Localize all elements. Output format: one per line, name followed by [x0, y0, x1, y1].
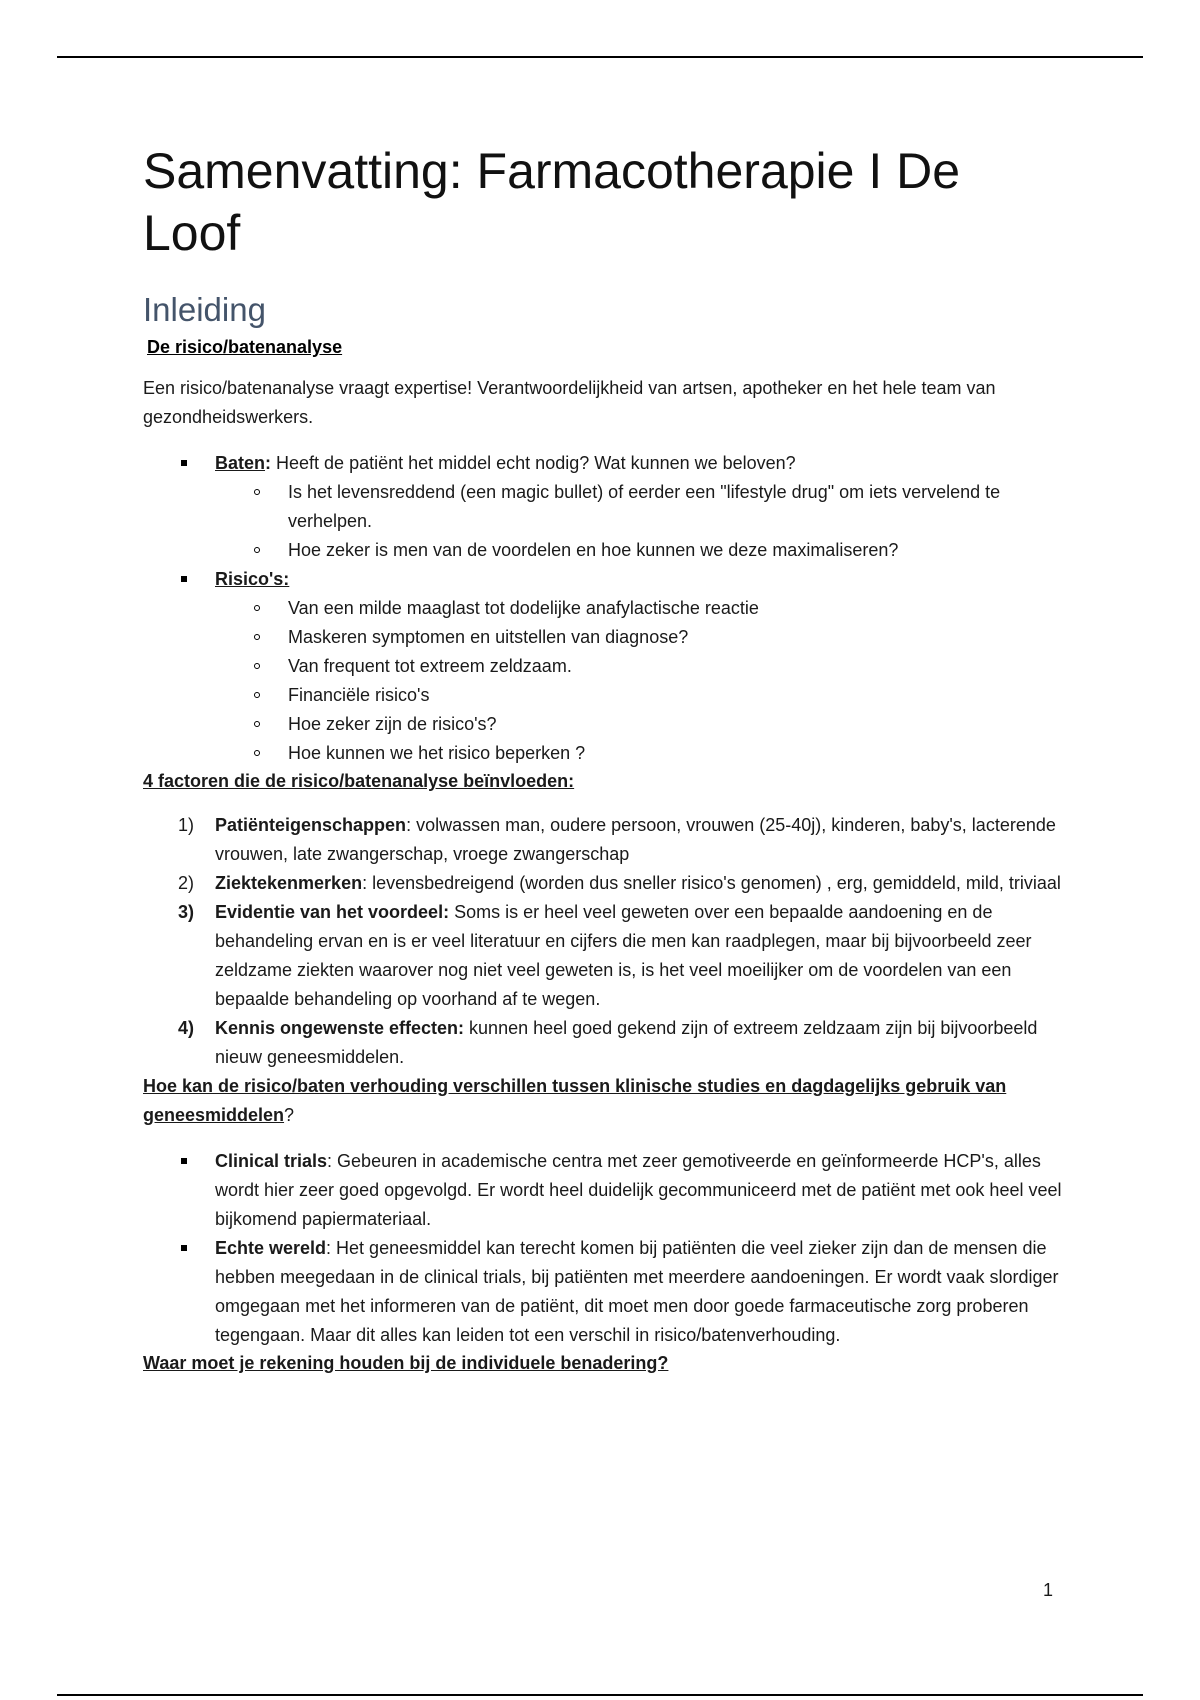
circle-bullet-icon	[254, 605, 260, 611]
sub-item-text: Hoe zeker zijn de risico's?	[288, 714, 497, 734]
item-separator: :	[265, 453, 272, 473]
section-subheading: De risico/batenanalyse	[147, 337, 343, 357]
sub-list	[215, 594, 1063, 768]
sub-list-item	[288, 478, 1063, 536]
factor-item	[178, 811, 1063, 869]
factor-label: Ziektekenmerken	[215, 873, 363, 893]
circle-bullet-icon	[254, 663, 260, 669]
square-bullet-icon	[181, 1245, 187, 1251]
sub-item-text: Hoe zeker is men van de voordelen en hoe kunnen we deze maximaliseren?	[288, 540, 899, 560]
square-bullet-icon	[181, 1158, 187, 1164]
sub-list-item	[288, 594, 1063, 623]
comparison-heading	[143, 1072, 1063, 1130]
factor-label: Patiënteigenschappen	[215, 815, 407, 835]
comparison-label: Echte wereld	[215, 1238, 327, 1258]
sub-list-item	[288, 710, 1063, 739]
comparison-item	[215, 1147, 1063, 1234]
circle-bullet-icon	[254, 634, 260, 640]
factor-label: Evidentie van het voordeel:	[215, 902, 450, 922]
circle-bullet-icon	[254, 750, 260, 756]
footer-rule	[57, 1694, 1143, 1696]
sub-item-text: Van frequent tot extreem zeldzaam.	[288, 656, 572, 676]
sub-item-text: Financiële risico's	[288, 685, 430, 705]
factor-item	[178, 1014, 1063, 1072]
comparison-text: : Gebeuren in academische centra met zeer gemotiveerde en geïnformeerde HCP's, alles wordt hier zeer goed opgevolgd. Er wordt heel duidelijk gecommuniceerd met de patiënt met ook heel veel bijkomend papiermateriaal.	[215, 1151, 1062, 1229]
factor-text: : volwassen man, oudere persoon, vrouwen (25-40j), kinderen, baby's, lacterende vrouwen, late zwangerschap, vroege zwangerschap	[215, 815, 1056, 864]
page-number: 1	[1043, 1580, 1054, 1600]
factor-item	[178, 869, 1063, 898]
circle-bullet-icon	[254, 547, 260, 553]
circle-bullet-icon	[254, 721, 260, 727]
factor-text: Soms is er heel veel geweten over een bepaalde aandoening en de behandeling ervan en is er veel literatuur en cijfers die men kan raadplegen, maar bij bijvoorbeeld zeer zeldzame ziekten waarover nog niet veel geweten is, is het veel moeilijker om de voordelen van een bepaalde behandeling op voorhand af te wegen.	[215, 902, 1032, 1009]
comparison-item	[215, 1234, 1063, 1350]
sub-list	[215, 478, 1063, 565]
comparison-heading-text: Hoe kan de risico/baten verhouding verschillen tussen klinische studies en dagdagelijks gebruik van geneesmiddelen	[143, 1076, 1007, 1125]
square-bullet-icon	[181, 460, 187, 466]
sub-item-text: Is het levensreddend (een magic bullet) of eerder een "lifestyle drug" om iets vervelend te verhelpen.	[288, 482, 1001, 531]
factor-number: 2)	[178, 873, 195, 893]
sub-list-item	[288, 623, 1063, 652]
factor-item	[178, 898, 1063, 1014]
factor-number: 4)	[178, 1018, 195, 1038]
factors-list	[143, 811, 1063, 1072]
comparison-list	[143, 1147, 1063, 1350]
circle-bullet-icon	[254, 489, 260, 495]
factor-label: Kennis ongewenste effecten:	[215, 1018, 465, 1038]
sub-list-item	[288, 536, 1063, 565]
sub-list-item	[288, 681, 1063, 710]
sub-item-text: Hoe kunnen we het risico beperken ?	[288, 743, 586, 763]
list-item-risicos	[215, 565, 1063, 768]
page-content	[143, 140, 1063, 1376]
document-title: Samenvatting: Farmacotherapie I De Loof	[143, 143, 961, 261]
baten-risico-list	[143, 449, 1063, 768]
item-label: Risico's:	[215, 569, 290, 589]
sub-list-item	[288, 652, 1063, 681]
comparison-label: Clinical trials	[215, 1151, 328, 1171]
circle-bullet-icon	[254, 692, 260, 698]
sub-item-text: Van een milde maaglast tot dodelijke anafylactische reactie	[288, 598, 759, 618]
square-bullet-icon	[181, 576, 187, 582]
item-text: Heeft de patiënt het middel echt nodig? Wat kunnen we beloven?	[271, 453, 796, 473]
intro-paragraph: Een risico/batenanalyse vraagt expertise! Verantwoordelijkheid van artsen, apotheker en het hele team van gezondheidswerkers.	[143, 378, 996, 427]
section-heading: Inleiding	[143, 291, 266, 328]
header-rule	[57, 56, 1143, 58]
list-item-baten	[215, 449, 1063, 565]
final-heading: Waar moet je rekening houden bij de individuele benadering?	[143, 1353, 669, 1373]
factor-number: 3)	[178, 902, 195, 922]
sub-list-item	[288, 739, 1063, 768]
sub-item-text: Maskeren symptomen en uitstellen van diagnose?	[288, 627, 689, 647]
comparison-text: : Het geneesmiddel kan terecht komen bij patiënten die veel zieker zijn dan de mensen die hebben meegedaan in de clinical trials, bij patiënten met meerdere aandoeningen. Er wordt vaak slordiger omgegaan met het informeren van de patiënt, dit moet men door goede farmaceutische zorg proberen tegengaan. Maar dit alles kan leiden tot een verschil in risico/batenverhouding.	[215, 1238, 1059, 1345]
factor-number: 1)	[178, 815, 195, 835]
item-label: Baten	[215, 453, 266, 473]
factor-text: : levensbedreigend (worden dus sneller risico's genomen) , erg, gemiddeld, mild, triviaal	[362, 873, 1061, 893]
factor-text: kunnen heel goed gekend zijn of extreem zeldzaam zijn bij bijvoorbeeld nieuw geneesmiddelen.	[215, 1018, 1038, 1067]
comparison-heading-suffix: ?	[284, 1105, 295, 1125]
factors-heading: 4 factoren die de risico/batenanalyse beïnvloeden:	[143, 771, 575, 791]
